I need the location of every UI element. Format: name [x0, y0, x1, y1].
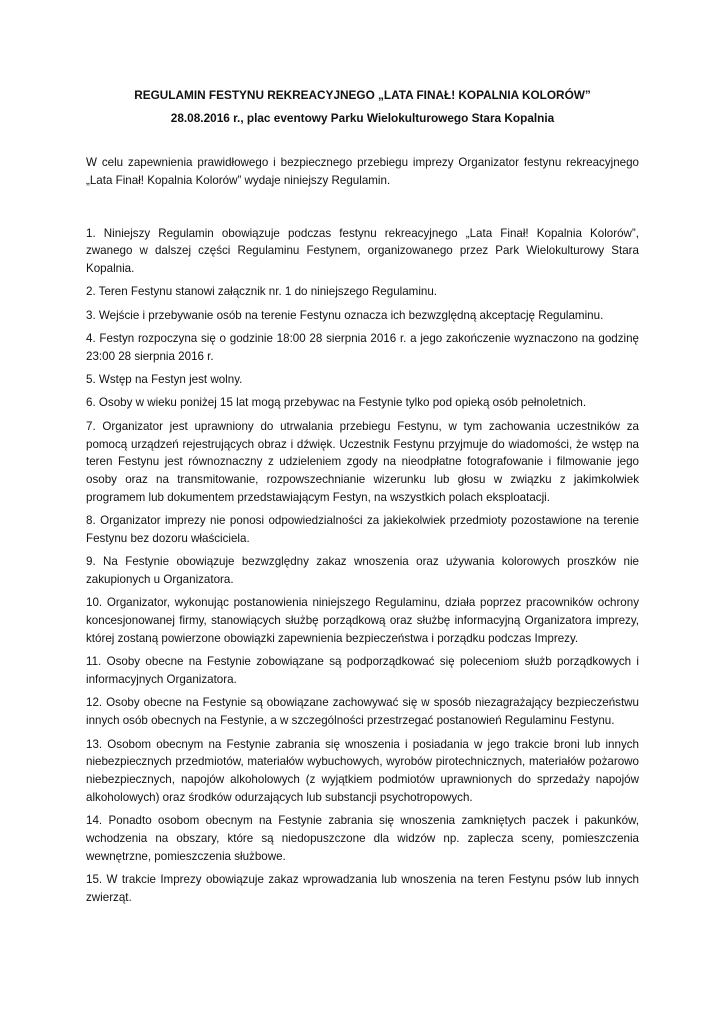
document-title: REGULAMIN FESTYNU REKREACYJNEGO „LATA FINAŁ! KOPALNIA KOLORÓW”	[134, 88, 591, 102]
regulation-paragraph-10: 10. Organizator, wykonując postanowienia niniejszego Regulaminu, działa poprzez pracowników ochrony koncesjonowanej firmy, stanowiących służbę porządkową oraz służbę informacyjną Organizatora imprezy, której zostaną powierzone obowiązki zapewnienia bezpieczeństwa i porządku podczas Imprezy.	[86, 596, 639, 646]
regulation-paragraph-9: 9. Na Festynie obowiązuje bezwzględny zakaz wnoszenia oraz używania kolorowych proszków nie zakupionych u Organizatora.	[86, 555, 639, 587]
regulation-paragraph-5: 5. Wstęp na Festyn jest wolny.	[86, 373, 243, 387]
regulation-paragraph-13: 13. Osobom obecnym na Festynie zabrania się wnoszenia i posiadania w jego trakcie broni lub innych niebezpiecznych przedmiotów, materiałów wybuchowych, wyrobów pirotechnicznych, materiałów pożarowo niebezpiecznych, napojów alkoholowych (z wyjątkiem podmiotów uprawnionych do sprzedaży napojów alkoholowych) oraz środków odurzających lub substancji psychotropowych.	[86, 737, 639, 804]
intro-paragraph: W celu zapewnienia prawidłowego i bezpiecznego przebiegu imprezy Organizator festynu rekreacyjnego „Lata Finał! Kopalnia Kolorów” wydaje niniejszy Regulamin.	[86, 156, 639, 187]
regulation-paragraph-12: 12. Osoby obecne na Festynie są obowiązane zachowywać się w sposób niezagrażający bezpieczeństwu innych osób obecnych na Festynie, a w szczególności przestrzegać postanowień Regulaminu Festynu.	[86, 696, 639, 728]
regulation-paragraph-11: 11. Osoby obecne na Festynie zobowiązane są podporządkować się poleceniom służb porządkowych i informacyjnych Organizatora.	[86, 655, 639, 687]
regulation-paragraph-2: 2. Teren Festynu stanowi załącznik nr. 1 do niniejszego Regulaminu.	[86, 285, 438, 299]
regulation-paragraph-7: 7. Organizator jest uprawniony do utrwalania przebiegu Festynu, w tym zachowania uczestników za pomocą urządzeń rejestrujących obraz i dźwięk. Uczestnik Festynu przyjmuje do wiadomości, że wstęp na teren Festynu jest równoznaczny z udzieleniem zgody na nieodpłatne fotografowanie i filmowanie jego osoby oraz na transmitowanie, rozpowszechnianie wizerunku lub głosu w związku z jakimkolwiek programem lub dokumentem przedstawiającym Festyn, na wszystkich polach eksploatacji.	[86, 419, 639, 504]
document-subtitle: 28.08.2016 r., plac eventowy Parku Wielokulturowego Stara Kopalnia	[170, 111, 555, 125]
regulation-paragraph-1: 1. Niniejszy Regulamin obowiązuje podczas festynu rekreacyjnego „Lata Finał! Kopalnia Kolorów”, zwanego w dalszej części Regulaminu Festynem, organizowanego przez Park Wielokulturowy Stara Kopalnia.	[86, 226, 639, 276]
regulation-paragraph-3: 3. Wejście i przebywanie osób na terenie Festynu oznacza ich bezwzględną akceptację Regulaminu.	[86, 308, 604, 322]
regulation-paragraph-8: 8. Organizator imprezy nie ponosi odpowiedzialności za jakiekolwiek przedmioty pozostawione na terenie Festynu bez dozoru właściciela.	[86, 514, 639, 546]
regulation-paragraph-15: 15. W trakcie Imprezy obowiązuje zakaz wprowadzania lub wnoszenia na teren Festynu psów lub innych zwierząt.	[86, 873, 639, 904]
regulation-paragraph-6: 6. Osoby w wieku poniżej 15 lat mogą przebywac na Festynie tylko pod opieką osób pełnoletnich.	[86, 396, 587, 410]
regulation-paragraph-4: 4. Festyn rozpoczyna się o godzinie 18:00 28 sierpnia 2016 r. a jego zakończenie wyznaczono na godzinę 23:00 28 sierpnia 2016 r.	[86, 332, 639, 363]
document-body	[86, 154, 639, 912]
regulation-paragraph-14: 14. Ponadto osobom obecnym na Festynie zabrania się wnoszenia zamkniętych paczek i pakunków, wchodzenia na obszary, które są niedopuszczone dla widzów np. zaplecza sceny, pomieszczenia wewnętrzne, pomieszczenia służbowe.	[86, 814, 639, 863]
